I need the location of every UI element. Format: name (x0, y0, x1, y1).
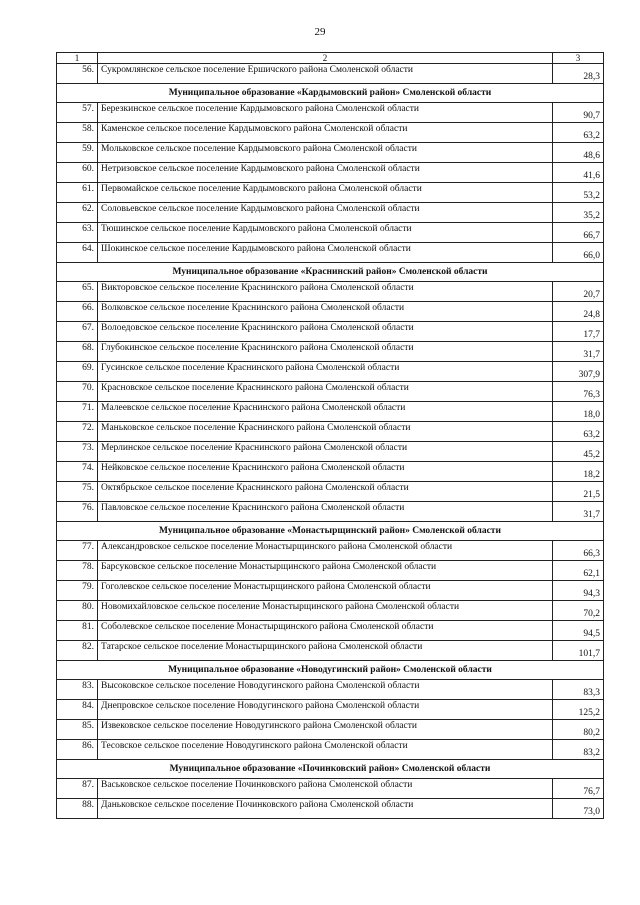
table-header-row (57, 53, 604, 64)
settlement-name: Красновское сельское поселение Краснинского района Смоленской области (98, 382, 553, 402)
row-number: 56. (57, 64, 98, 84)
row-number: 88. (57, 799, 98, 819)
settlement-name: Гоголевское сельское поселение Монастырщинского района Смоленской области (98, 581, 553, 601)
section-header-row (57, 661, 604, 680)
settlement-name: Даньковское сельское поселение Починковского района Смоленской области (98, 799, 553, 819)
settlement-value: 21,5 (553, 482, 604, 502)
table-row (57, 243, 604, 263)
settlement-name: Васьковское сельское поселение Починковского района Смоленской области (98, 779, 553, 799)
table-row (57, 402, 604, 422)
row-number: 84. (57, 700, 98, 720)
row-number: 81. (57, 621, 98, 641)
settlement-name: Волоедовское сельское поселение Краснинского района Смоленской области (98, 322, 553, 342)
table-row (57, 541, 604, 561)
table-row (57, 561, 604, 581)
row-number: 75. (57, 482, 98, 502)
settlement-value: 63,2 (553, 123, 604, 143)
settlement-name: Соболевское сельское поселение Монастырщинского района Смоленской области (98, 621, 553, 641)
row-number: 85. (57, 720, 98, 740)
settlement-value: 41,6 (553, 163, 604, 183)
settlement-value: 66,7 (553, 223, 604, 243)
table-row (57, 641, 604, 661)
settlement-name: Извековское сельское поселение Новодугинского района Смоленской области (98, 720, 553, 740)
row-number: 57. (57, 103, 98, 123)
settlements-table (56, 52, 604, 819)
row-number: 61. (57, 183, 98, 203)
row-number: 62. (57, 203, 98, 223)
settlement-value: 70,2 (553, 601, 604, 621)
table-row (57, 601, 604, 621)
table-row (57, 680, 604, 700)
column-header-name: 2 (98, 53, 553, 64)
settlement-name: Новомихайловское сельское поселение Монастырщинского района Смоленской области (98, 601, 553, 621)
settlement-name: Викторовское сельское поселение Краснинского района Смоленской области (98, 282, 553, 302)
table-row (57, 621, 604, 641)
row-number: 60. (57, 163, 98, 183)
row-number: 70. (57, 382, 98, 402)
settlement-value: 94,3 (553, 581, 604, 601)
settlement-value: 94,5 (553, 621, 604, 641)
settlement-value: 35,2 (553, 203, 604, 223)
row-number: 58. (57, 123, 98, 143)
table-row (57, 382, 604, 402)
table-row (57, 362, 604, 382)
row-number: 59. (57, 143, 98, 163)
page-number: 29 (314, 26, 326, 38)
table-row (57, 779, 604, 799)
table-row (57, 581, 604, 601)
section-title: Муниципальное образование «Монастырщинский район» Смоленской области (57, 522, 604, 541)
settlement-value: 24,8 (553, 302, 604, 322)
row-number: 65. (57, 282, 98, 302)
settlement-name: Александровское сельское поселение Монастырщинского района Смоленской области (98, 541, 553, 561)
settlement-name: Маньковское сельское поселение Краснинского района Смоленской области (98, 422, 553, 442)
row-number: 72. (57, 422, 98, 442)
table-row (57, 64, 604, 84)
settlement-name: Октябрьское сельское поселение Краснинского района Смоленской области (98, 482, 553, 502)
settlement-value: 17,7 (553, 322, 604, 342)
settlement-value: 18,2 (553, 462, 604, 482)
settlement-name: Днепровское сельское поселение Новодугинского района Смоленской области (98, 700, 553, 720)
settlement-name: Павловское сельское поселение Краснинского района Смоленской области (98, 502, 553, 522)
table-body (57, 53, 604, 819)
table-row (57, 143, 604, 163)
row-number: 66. (57, 302, 98, 322)
row-number: 80. (57, 601, 98, 621)
settlement-name: Барсуковское сельское поселение Монастырщинского района Смоленской области (98, 561, 553, 581)
settlement-name: Первомайское сельское поселение Кардымовского района Смоленской области (98, 183, 553, 203)
section-title: Муниципальное образование «Новодугинский район» Смоленской области (57, 661, 604, 680)
table-row (57, 322, 604, 342)
row-number: 64. (57, 243, 98, 263)
row-number: 82. (57, 641, 98, 661)
section-title: Муниципальное образование «Починковский район» Смоленской области (57, 760, 604, 779)
row-number: 74. (57, 462, 98, 482)
section-header-row (57, 263, 604, 282)
column-header-number: 1 (57, 53, 98, 64)
row-number: 71. (57, 402, 98, 422)
table-row (57, 302, 604, 322)
settlement-value: 76,3 (553, 382, 604, 402)
table-row (57, 462, 604, 482)
row-number: 83. (57, 680, 98, 700)
settlement-name: Каменское сельское поселение Кардымовского района Смоленской области (98, 123, 553, 143)
settlement-name: Глубокинское сельское поселение Краснинского района Смоленской области (98, 342, 553, 362)
table-row (57, 442, 604, 462)
settlement-name: Тюшинское сельское поселение Кардымовского района Смоленской области (98, 223, 553, 243)
row-number: 69. (57, 362, 98, 382)
settlement-name: Тесовское сельское поселение Новодугинского района Смоленской области (98, 740, 553, 760)
table-row (57, 203, 604, 223)
settlement-value: 307,9 (553, 362, 604, 382)
settlement-name: Мольковское сельское поселение Кардымовского района Смоленской области (98, 143, 553, 163)
settlement-value: 83,3 (553, 680, 604, 700)
section-title: Муниципальное образование «Кардымовский район» Смоленской области (57, 84, 604, 103)
table-row (57, 342, 604, 362)
settlement-value: 31,7 (553, 342, 604, 362)
section-title: Муниципальное образование «Краснинский район» Смоленской области (57, 263, 604, 282)
table-row (57, 422, 604, 442)
settlement-name: Мерлинское сельское поселение Краснинского района Смоленской области (98, 442, 553, 462)
row-number: 77. (57, 541, 98, 561)
settlement-name: Шокинское сельское поселение Кардымовского района Смоленской области (98, 243, 553, 263)
settlement-value: 53,2 (553, 183, 604, 203)
table-row (57, 103, 604, 123)
row-number: 86. (57, 740, 98, 760)
settlement-value: 20,7 (553, 282, 604, 302)
settlement-name: Нетризовское сельское поселение Кардымовского района Смоленской области (98, 163, 553, 183)
settlement-value: 45,2 (553, 442, 604, 462)
settlement-value: 62,1 (553, 561, 604, 581)
settlement-value: 101,7 (553, 641, 604, 661)
settlement-name: Гусинское сельское поселение Краснинского района Смоленской области (98, 362, 553, 382)
settlement-name: Малеевское сельское поселение Краснинского района Смоленской области (98, 402, 553, 422)
settlement-name: Соловьевское сельское поселение Кардымовского района Смоленской области (98, 203, 553, 223)
settlement-name: Высоковское сельское поселение Новодугинского района Смоленской области (98, 680, 553, 700)
settlement-value: 73,0 (553, 799, 604, 819)
table-row (57, 700, 604, 720)
table-row (57, 482, 604, 502)
section-header-row (57, 760, 604, 779)
settlement-value: 80,2 (553, 720, 604, 740)
row-number: 67. (57, 322, 98, 342)
settlement-value: 28,3 (553, 64, 604, 84)
table-row (57, 163, 604, 183)
settlement-name: Нейковское сельское поселение Краснинского района Смоленской области (98, 462, 553, 482)
settlement-value: 76,7 (553, 779, 604, 799)
settlement-value: 125,2 (553, 700, 604, 720)
table-row (57, 282, 604, 302)
settlement-value: 31,7 (553, 502, 604, 522)
row-number: 79. (57, 581, 98, 601)
settlement-value: 18,0 (553, 402, 604, 422)
settlement-name: Волковское сельское поселение Краснинского района Смоленской области (98, 302, 553, 322)
row-number: 63. (57, 223, 98, 243)
table-row (57, 740, 604, 760)
settlement-name: Сукромлянское сельское поселение Ершичского района Смоленской области (98, 64, 553, 84)
section-header-row (57, 522, 604, 541)
row-number: 87. (57, 779, 98, 799)
table-row (57, 720, 604, 740)
section-header-row (57, 84, 604, 103)
settlement-name: Березкинское сельское поселение Кардымовского района Смоленской области (98, 103, 553, 123)
table-row (57, 123, 604, 143)
settlement-value: 48,6 (553, 143, 604, 163)
table-row (57, 799, 604, 819)
settlement-name: Татарское сельское поселение Монастырщинского района Смоленской области (98, 641, 553, 661)
column-header-value: 3 (553, 53, 604, 64)
table-row (57, 183, 604, 203)
row-number: 76. (57, 502, 98, 522)
settlement-value: 90,7 (553, 103, 604, 123)
settlement-value: 66,0 (553, 243, 604, 263)
table-row (57, 502, 604, 522)
row-number: 73. (57, 442, 98, 462)
settlement-value: 66,3 (553, 541, 604, 561)
settlement-value: 63,2 (553, 422, 604, 442)
row-number: 68. (57, 342, 98, 362)
settlement-value: 83,2 (553, 740, 604, 760)
table-row (57, 223, 604, 243)
row-number: 78. (57, 561, 98, 581)
